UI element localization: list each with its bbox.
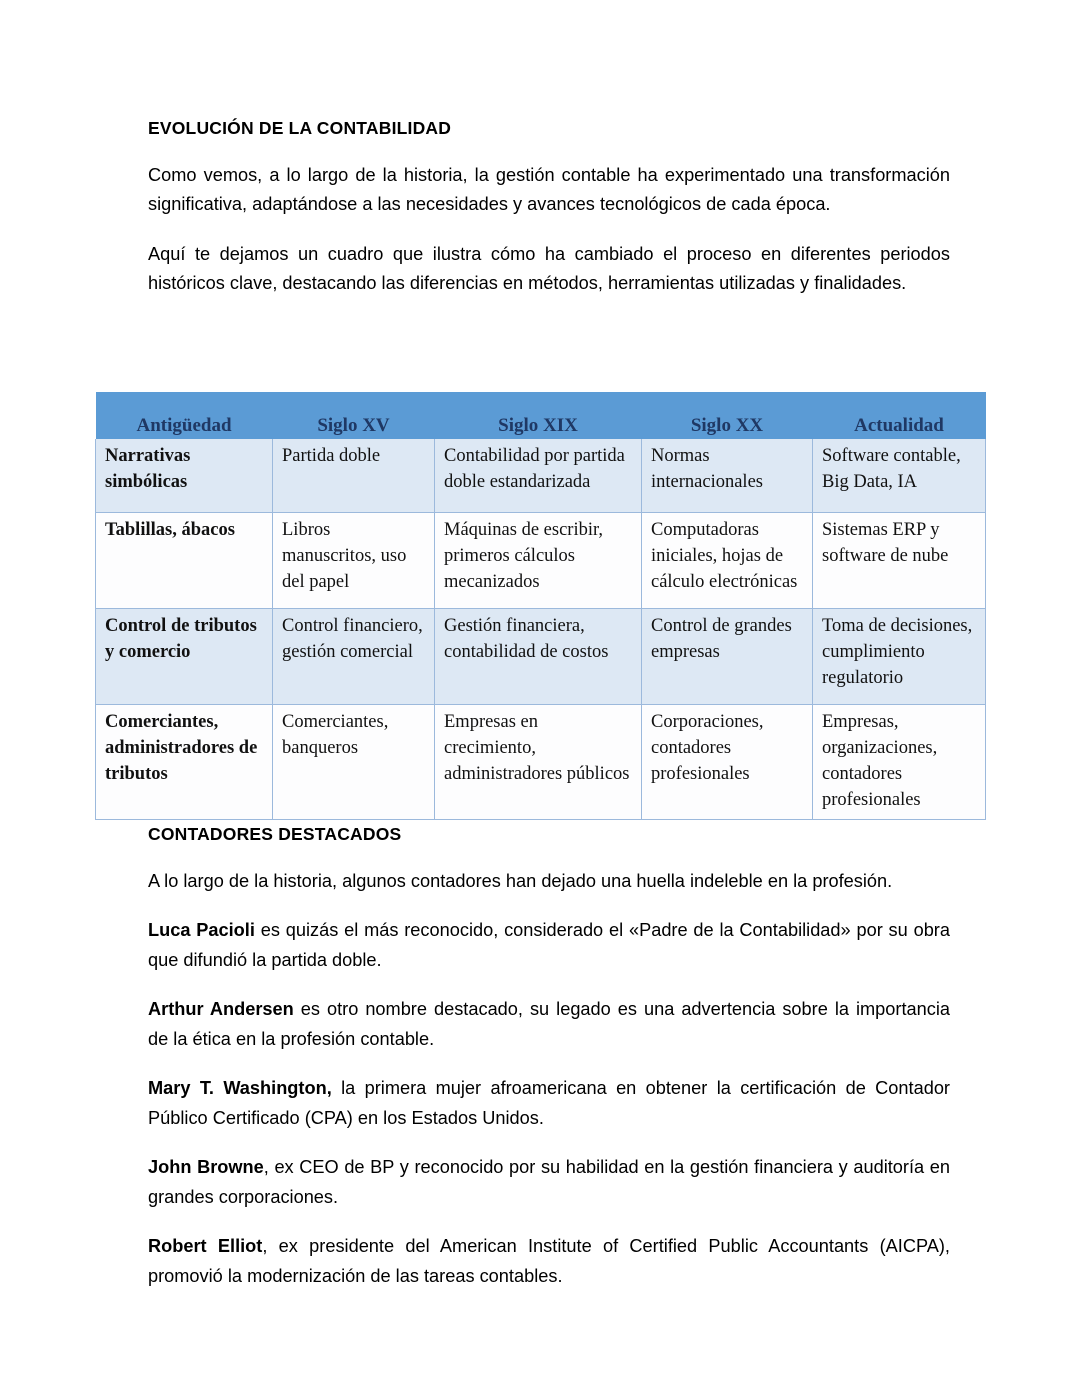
table-row (96, 439, 986, 513)
table-header-row (96, 392, 986, 439)
accountant-description: la primera mujer afroamericana en obtener la certificación de Contador Público Certificado (CPA) en los Estados Unidos. (148, 1078, 950, 1128)
accountant-entry (148, 1074, 950, 1133)
table-cell: Corporaciones, contadores profesionales (642, 705, 813, 820)
table-row (96, 513, 986, 609)
accountant-description: , ex presidente del American Institute of Certified Public Accountants (AICPA), promovió la modernización de las tareas contables. (148, 1236, 950, 1286)
table-cell: Sistemas ERP y software de nube (813, 513, 986, 609)
accountant-entry (148, 995, 950, 1054)
table-cell: Software contable, Big Data, IA (813, 439, 986, 513)
table-cell: Narrativas simbólicas (96, 439, 273, 513)
accountant-name: Mary T. Washington, (148, 1078, 332, 1099)
accountant-entry (148, 1232, 950, 1291)
table-header-cell: Antigüedad (96, 392, 273, 439)
table-header-cell: Siglo XX (642, 392, 813, 439)
table-cell: Comerciantes, banqueros (273, 705, 435, 820)
table-cell: Empresas, organizaciones, contadores profesionales (813, 705, 986, 820)
accountant-name: Luca Pacioli (148, 920, 255, 941)
table-cell: Gestión financiera, contabilidad de costos (435, 609, 642, 705)
table-header-cell: Actualidad (813, 392, 986, 439)
table-cell: Computadoras iniciales, hojas de cálculo electrónicas (642, 513, 813, 609)
table-cell: Empresas en crecimiento, administradores públicos (435, 705, 642, 820)
table-cell: Control de tributos y comercio (96, 609, 273, 705)
section-heading-contadores: CONTADORES DESTACADOS (148, 824, 402, 844)
intro-paragraph-2: Aquí te dejamos un cuadro que ilustra cómo ha cambiado el proceso en diferentes periodos históricos clave, destacando las diferencias en métodos, herramientas utilizadas y finalidades. (148, 243, 950, 294)
accountant-name: Robert Elliot (148, 1236, 263, 1257)
table-cell: Tablillas, ábacos (96, 513, 273, 609)
intro-paragraph-1: Como vemos, a lo largo de la historia, la gestión contable ha experimentado una transformación significativa, adaptándose a las necesidades y avances tecnológicos de cada época. (148, 164, 950, 215)
accountant-name: Arthur Andersen (148, 999, 294, 1020)
table-cell: Contabilidad por partida doble estandarizada (435, 439, 642, 513)
accountant-entry (148, 1153, 950, 1212)
evolution-table (95, 392, 986, 820)
evolution-table-container (95, 392, 985, 820)
table-cell: Normas internacionales (642, 439, 813, 513)
accountant-description: , ex CEO de BP y reconocido por su habilidad en la gestión financiera y auditoría en grandes corporaciones. (148, 1157, 950, 1207)
accountant-name: John Browne (148, 1157, 264, 1178)
table-row (96, 609, 986, 705)
accountants-intro-paragraph: A lo largo de la historia, algunos contadores han dejado una huella indeleble en la profesión. (148, 870, 893, 891)
table-cell: Toma de decisiones, cumplimiento regulatorio (813, 609, 986, 705)
table-cell: Control financiero, gestión comercial (273, 609, 435, 705)
table-cell: Comerciantes, administradores de tributos (96, 705, 273, 820)
table-cell: Control de grandes empresas (642, 609, 813, 705)
table-cell: Partida doble (273, 439, 435, 513)
accountant-entry (148, 916, 950, 975)
page-title: EVOLUCIÓN DE LA CONTABILIDAD (148, 118, 452, 138)
accountant-description: es otro nombre destacado, su legado es una advertencia sobre la importancia de la ética en la profesión contable. (148, 999, 950, 1049)
table-header-cell: Siglo XIX (435, 392, 642, 439)
table-cell: Máquinas de escribir, primeros cálculos mecanizados (435, 513, 642, 609)
table-row (96, 705, 986, 820)
table-header-cell: Siglo XV (273, 392, 435, 439)
accountants-section (148, 824, 950, 1291)
table-cell: Libros manuscritos, uso del papel (273, 513, 435, 609)
accountant-description: es quizás el más reconocido, considerado el «Padre de la Contabilidad» por su obra que difundió la partida doble. (148, 920, 950, 970)
intro-section (148, 118, 950, 299)
